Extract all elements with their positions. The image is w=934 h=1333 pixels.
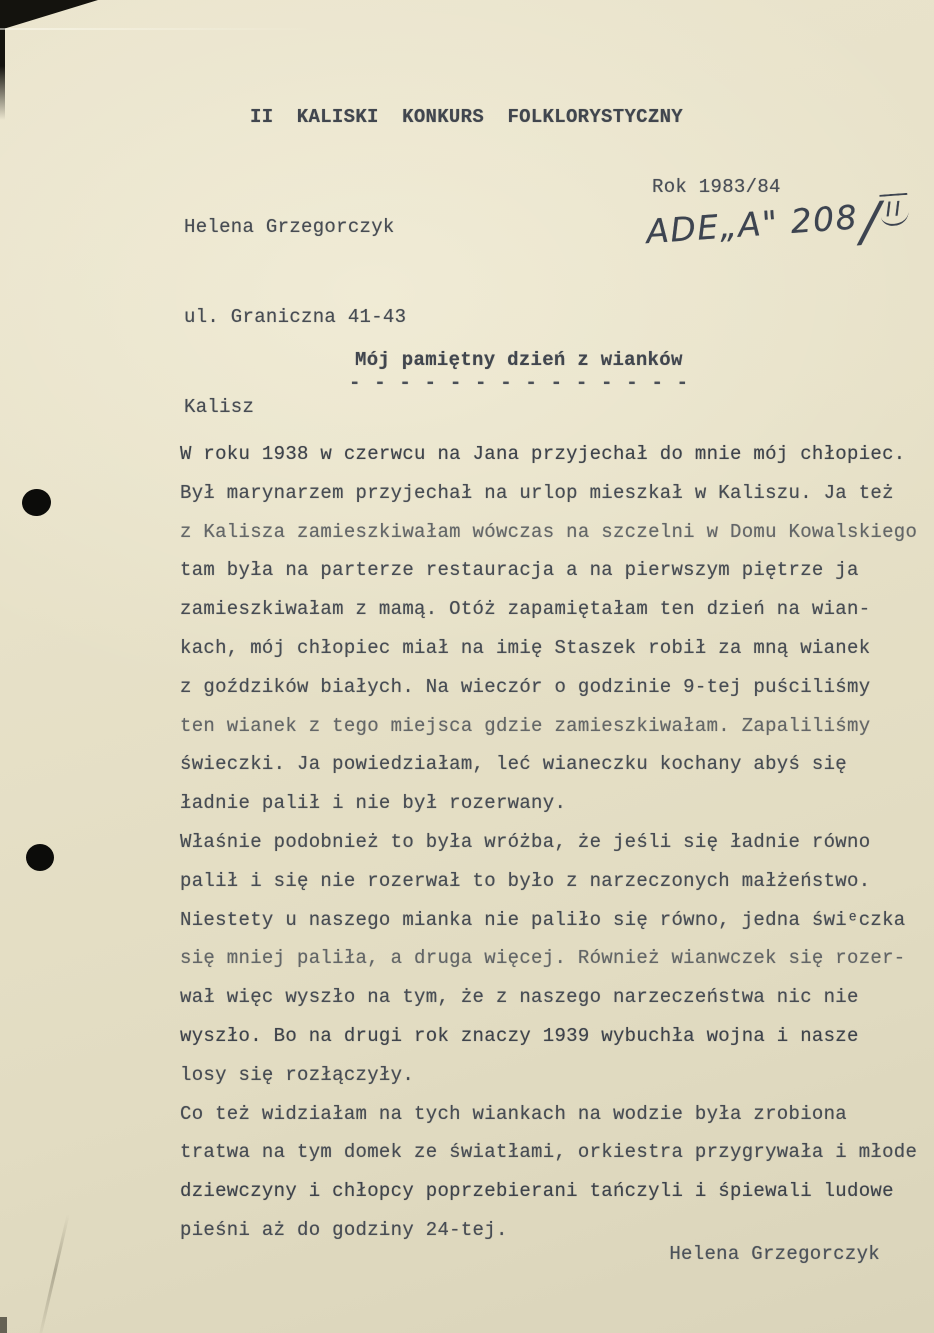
body-line: Co też widziałam na tych wiankach na wodzie była zrobiona	[180, 1102, 848, 1125]
author-street: ul. Graniczna 41-43	[184, 306, 407, 328]
body-line: się mniej paliła, a druga więcej. Również wianwczek się rozer-	[180, 947, 906, 970]
scan-corner-shadow-top-left	[0, 0, 98, 30]
body-line: tam była na parterze restauracja a na pierwszym piętrze ja	[180, 559, 859, 582]
body-line: palił i się nie rozerwał to było z narzeczonych małżeństwo.	[180, 869, 871, 892]
body-line: kach, mój chłopiec miał na imię Staszek robił za mną wianek	[180, 636, 871, 659]
signature: Helena Grzegorczyk	[669, 1243, 880, 1265]
body-line: świeczki. Ja powiedziałam, leć wianeczku kochany abyś się	[180, 753, 848, 776]
author-name: Helena Grzegorczyk	[184, 216, 395, 238]
paper-crease	[37, 1213, 70, 1333]
essay-title-underline: - - - - - - - - - - - - - -	[349, 372, 690, 394]
body-line: z Kalisza zamieszkiwałam wówczas na szczelni w Domu Kowalskiego	[180, 520, 918, 543]
body-line: Właśnie podobnież to była wróżba, że jeśli się ładnie równo	[180, 830, 871, 853]
handwritten-archive-annotation	[644, 191, 910, 254]
body-line: losy się rozłączyły.	[180, 1063, 415, 1086]
scan-edge-shadow-left	[0, 0, 5, 120]
body-line: tratwa na tym domek ze światłami, orkiestra przygrywała i młode	[180, 1141, 918, 1164]
author-city: Kalisz	[184, 396, 255, 418]
body-line: dziewczyny i chłopcy poprzebierani tańczyli i śpiewali ludowe	[180, 1180, 894, 1203]
archive-note-slash: /	[860, 191, 882, 254]
body-line: Niestety u naszego mianka nie paliło się równo, jedna świᵉczka	[180, 908, 906, 931]
punch-hole-top	[20, 487, 52, 518]
year-label: Rok 1983/84	[652, 176, 781, 198]
body-line: z goździków białych. Na wieczór o godzinie 9-tej puściliśmy	[180, 675, 871, 698]
body-line: wyszło. Bo na drugi rok znaczy 1939 wybuchła wojna i nasze	[180, 1024, 859, 1047]
body-line: zamieszkiwałam z mamą. Otóż zapamiętałam ten dzień na wian-	[180, 598, 871, 621]
competition-title: II KALISKI KONKURS FOLKLORYSTYCZNY	[250, 106, 683, 128]
body-line: wał więc wyszło na tym, że z naszego narzeczeństwa nic nie	[180, 986, 859, 1009]
archive-note-text: ADE„A" 208	[644, 197, 860, 252]
archive-note-numeral: II	[880, 193, 910, 227]
punch-hole-bottom	[26, 844, 54, 871]
body-line: ładnie palił i nie był rozerwany.	[180, 792, 567, 815]
scan-corner-shadow-bottom-left	[0, 1317, 7, 1333]
body-line: Był marynarzem przyjechał na urlop mieszkał w Kaliszu. Ja też	[180, 481, 894, 504]
paper-fold-line	[0, 28, 320, 30]
essay-body	[180, 435, 920, 1250]
essay-title: Mój pamiętny dzień z wianków	[355, 349, 683, 371]
body-line: ten wianek z tego miejsca gdzie zamieszkiwałam. Zapaliliśmy	[180, 714, 871, 737]
body-line: pieśni aż do godziny 24-tej.	[180, 1218, 508, 1241]
body-line: W roku 1938 w czerwcu na Jana przyjechał do mnie mój chłopiec.	[180, 443, 906, 465]
